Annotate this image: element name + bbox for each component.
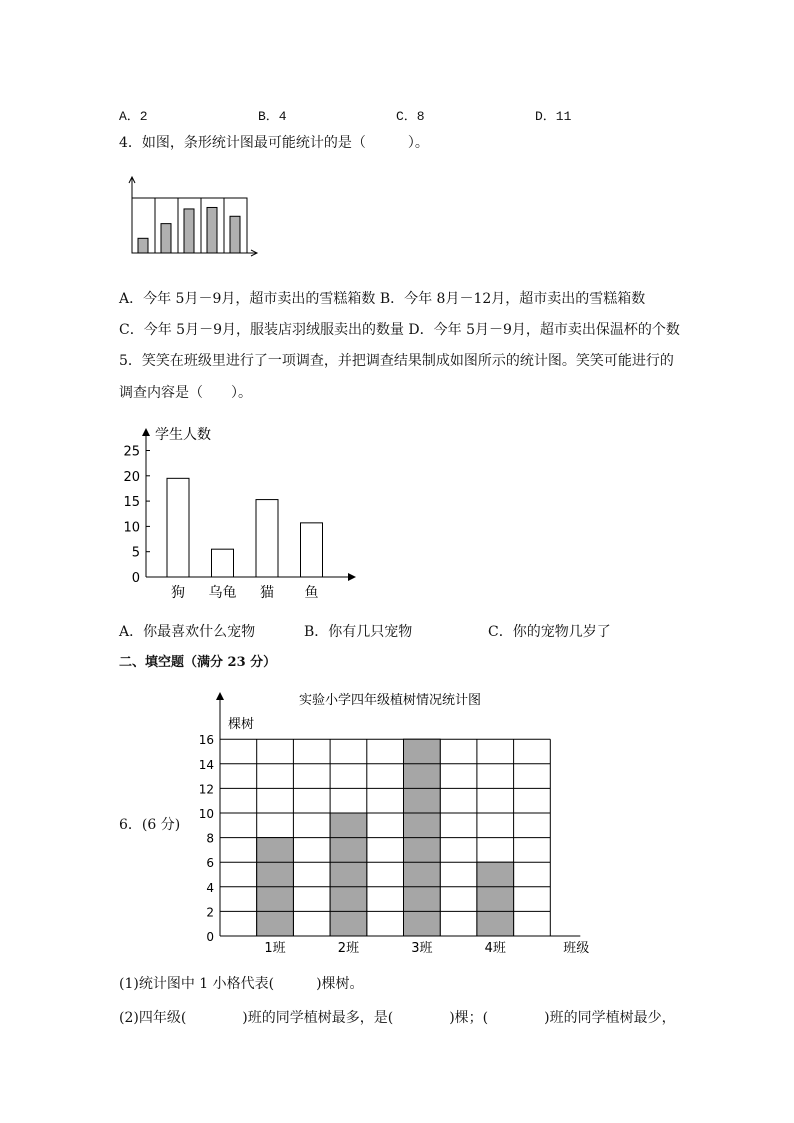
q4-bar [207,207,217,253]
section2-title: 二、填空题（满分 23 分） [119,655,277,670]
chart1-category-label: 鱼 [304,585,319,601]
q5-option-c: C．你的宠物几岁了 [488,624,611,640]
q5-stem-line2: 调查内容是（ ）。 [119,385,252,401]
chart2-title: 实验小学四年级植树情况统计图 [298,693,482,708]
chart1-y-tick-label: 10 [123,520,140,536]
q4-bar [138,238,148,253]
chart2-y-tick-label: 14 [198,757,214,772]
q4-bar [161,224,171,253]
chart2-y-tick-label: 10 [198,807,214,821]
chart2-bar [330,813,367,936]
chart1-bar [256,500,278,577]
chart1-y-tick-label: 25 [123,444,140,460]
q3-option-d: D．11 [535,109,572,124]
q4-options-cd: C．今年 5月－9月，服装店羽绒服卖出的数量 D．今年 5月－9月，超市卖出保温杯的个数 [119,322,680,338]
chart1-y-tick-label: 15 [123,495,140,511]
chart2-y-arrow [216,692,224,700]
q3-option-a: A．2 [119,109,148,124]
chart2-category-label: 1班 [264,941,286,956]
q4-bar [184,209,194,253]
chart1-category-label: 乌龟 [208,585,237,601]
chart1-bar [212,549,234,577]
chart1-y-tick-label: 5 [131,545,140,561]
pet-survey-chart [110,418,370,608]
chart2-y-tick-label: 12 [198,782,214,797]
q3-option-c: C．8 [396,109,425,124]
chart2-y-tick-label: 16 [198,733,214,748]
chart1-category-label: 狗 [171,585,185,601]
q5-stem-line1: 5．笑笑在班级里进行了一项调查，并把调查结果制成如图所示的统计图。笑笑可能进行的 [119,353,674,369]
q4-options-ab: A．今年 5月－9月，超市卖出的雪糕箱数 B．今年 8月－12月，超市卖出的雪糕箱数 [119,291,646,307]
chart2-x-title: 班级 [563,941,590,956]
q6-label: 6．(6 分) [119,817,181,833]
chart2-bar [477,862,514,936]
q3-option-b: B．4 [258,109,287,124]
q4-stem: 4．如图，条形统计图最可能统计的是（ ）。 [119,135,429,151]
q5-option-a: A．你最喜欢什么宠物 [119,624,256,640]
chart1-y-tick-label: 0 [131,571,140,586]
q6-sub1: (1)统计图中 1 小格代表( )棵树。 [119,976,364,992]
tree-planting-chart [190,684,610,964]
chart2-y-title: 棵树 [228,717,255,732]
chart2-y-tick-label: 0 [206,930,214,944]
chart1-y-title: 学生人数 [155,427,211,443]
chart2-y-tick-label: 4 [206,880,214,895]
chart2-category-label: 3班 [411,941,433,956]
q4-bar-chart [120,172,270,262]
chart1-bar [167,478,189,577]
q5-option-b: B．你有几只宠物 [304,624,413,640]
chart1-y-arrow [142,428,150,436]
chart1-category-label: 猫 [260,585,274,601]
chart2-y-tick-label: 8 [206,831,214,846]
chart1-y-tick-label: 20 [123,469,140,485]
q6-sub2: (2)四年级( )班的同学植树最多，是( )棵；( )班的同学植树最少， [119,1010,676,1026]
chart2-y-tick-label: 6 [206,856,214,871]
q4-bar [230,216,240,253]
chart2-y-tick-label: 2 [206,905,214,920]
chart1-bar [301,523,323,577]
chart2-category-label: 4班 [484,941,506,956]
chart2-category-label: 2班 [337,941,360,956]
chart1-x-arrow [348,573,356,581]
